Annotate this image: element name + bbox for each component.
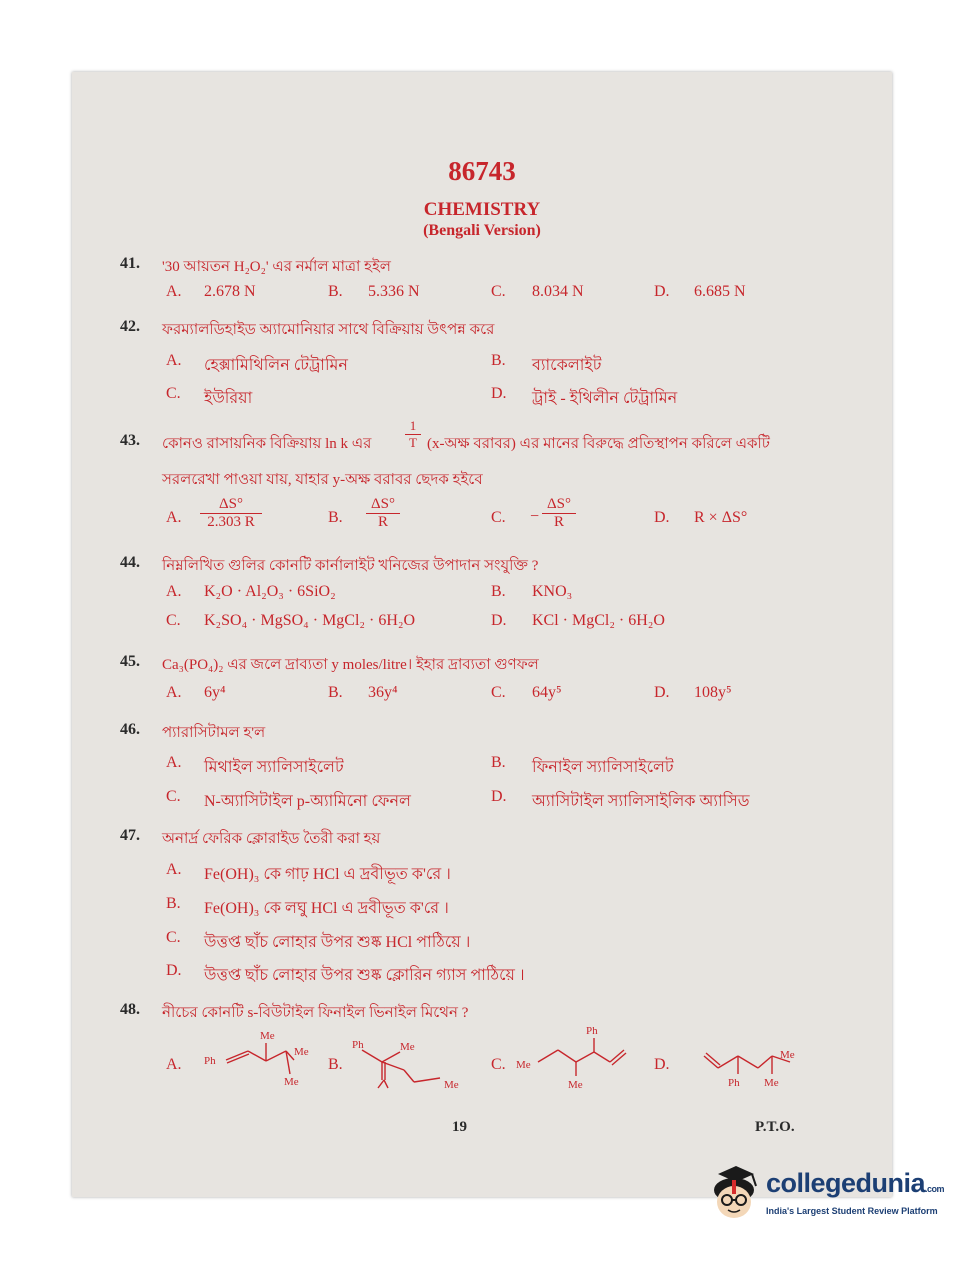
- option-label: D.: [491, 385, 507, 402]
- paper-code: 86743: [448, 156, 516, 186]
- mascot-icon: [706, 1162, 764, 1224]
- option-label: A.: [166, 1056, 182, 1073]
- methyl-label: Me: [284, 1076, 299, 1088]
- version-label: (Bengali Version): [423, 222, 541, 239]
- option-text: Fe(OH)₃ কে লঘু HCl এ দ্রবীভূত ক'রে ।: [204, 900, 449, 917]
- option-label: A.: [166, 352, 182, 369]
- methyl-label: Me: [400, 1041, 415, 1053]
- option-text: ট্রাই - ইথিলীন টেট্রামিন: [532, 390, 678, 407]
- methyl-label: Me: [444, 1079, 459, 1091]
- option-fraction: [366, 496, 400, 531]
- structure-option-c: [512, 1020, 632, 1090]
- option-text: ইউরিয়া: [204, 390, 253, 407]
- fraction-numerator: ΔS°: [542, 496, 576, 514]
- inline-fraction: [405, 418, 421, 451]
- logo-tagline: India's Largest Student Review Platform: [766, 1206, 938, 1216]
- option-label: C.: [166, 788, 181, 805]
- option-label: C.: [491, 684, 506, 701]
- option-text: 6y⁴: [204, 684, 226, 701]
- option-label: B.: [491, 583, 506, 600]
- methyl-label: Me: [516, 1059, 531, 1071]
- option-label: D.: [654, 1056, 670, 1073]
- option-label: A.: [166, 861, 182, 878]
- question-number: 44.: [120, 554, 140, 571]
- phenyl-label: Ph: [204, 1055, 216, 1067]
- option-text: N-অ্যাসিটাইল p-অ্যামিনো ফেনল: [204, 793, 411, 810]
- option-fraction: [200, 496, 262, 531]
- option-text: 64y⁵: [532, 684, 562, 701]
- option-text: KCl · MgCl₂ · 6H₂O: [532, 612, 665, 629]
- option-text: ব্যাকেলাইট: [532, 357, 602, 374]
- methyl-label: Me: [294, 1046, 309, 1058]
- option-text: হেক্সামিথিলিন টেট্রামিন: [204, 357, 348, 374]
- question-text: (x-অক্ষ বরাবর) এর মানের বিরুদ্ধে প্রতিস্থাপন করিলে একটি: [427, 436, 770, 452]
- option-label: B.: [166, 895, 181, 912]
- option-label: C.: [166, 385, 181, 402]
- question-number: 47.: [120, 827, 140, 844]
- option-label: A.: [166, 754, 182, 771]
- subject-title: CHEMISTRY: [423, 199, 541, 220]
- question-number: 42.: [120, 318, 140, 335]
- collegedunia-logo: [706, 1162, 946, 1232]
- option-label: D.: [491, 612, 507, 629]
- question-text: অনার্দ্র ফেরিক ক্লোরাইড তৈরী করা হয়: [162, 831, 381, 847]
- option-text: 36y⁴: [368, 684, 398, 701]
- page-number: 19: [452, 1119, 467, 1135]
- option-text: উত্তপ্ত ছাঁচ লোহার উপর শুষ্ক HCl পাঠিয়ে ।: [204, 934, 471, 951]
- fraction-denominator: 2.303 R: [207, 514, 255, 530]
- phenyl-label: Ph: [728, 1077, 740, 1089]
- structure-option-d: [680, 1032, 810, 1094]
- fraction-denominator: T: [409, 435, 417, 450]
- option-text: মিথাইল স্যালিসাইলেট: [204, 759, 344, 776]
- option-label: D.: [166, 962, 182, 979]
- option-label: C.: [166, 612, 181, 629]
- structure-option-a: [200, 1027, 320, 1089]
- question-text: ফরম্যালডিহাইড অ্যামোনিয়ার সাথে বিক্রিয়ায় উৎপন্ন করে: [162, 322, 495, 338]
- option-label: B.: [491, 352, 506, 369]
- question-number: 48.: [120, 1001, 140, 1018]
- question-text: নিম্নলিখিত গুলির কোনটি কার্নালাইট খনিজের উপাদান সংযুক্তি ?: [162, 558, 539, 574]
- fraction-denominator: R: [377, 514, 388, 530]
- question-text: কোনও রাসায়নিক বিক্রিয়ায় ln k এর: [162, 436, 372, 452]
- question-text: প্যারাসিটামল হ'ল: [162, 725, 266, 741]
- question-text: নীচের কোনটি s-বিউটাইল ফিনাইল ভিনাইল মিথেন ?: [162, 1005, 469, 1021]
- question-text: Ca₃(PO₄)₂ এর জলে দ্রাব্যতা y moles/litre। ইহার দ্রাব্যতা গুণফল: [162, 657, 539, 673]
- option-text: অ্যাসিটাইল স্যালিসাইলিক অ্যাসিড: [532, 793, 750, 810]
- option-label: B.: [328, 509, 343, 526]
- option-text: K₂SO₄ · MgSO₄ · MgCl₂ · 6H₂O: [204, 612, 416, 629]
- option-label: D.: [654, 684, 670, 701]
- option-text: KNO₃: [532, 583, 573, 600]
- fraction-denominator: R: [553, 514, 564, 530]
- option-text: 5.336 N: [368, 283, 420, 300]
- question-number: 45.: [120, 653, 140, 670]
- question-text: সরলরেখা পাওয়া যায়, যাহার y-অক্ষ বরাবর ছেদক হইবে: [162, 472, 483, 488]
- option-label: C.: [491, 283, 506, 300]
- phenyl-label: Ph: [352, 1039, 364, 1051]
- option-label: B.: [328, 1056, 343, 1073]
- option-label: C.: [166, 929, 181, 946]
- option-label: B.: [491, 754, 506, 771]
- option-label: A.: [166, 283, 182, 300]
- exam-page: [72, 72, 892, 1197]
- option-text: 6.685 N: [694, 283, 746, 300]
- option-text: ফিনাইল স্যালিসাইলেট: [532, 759, 674, 776]
- logo-name: collegedunia: [766, 1168, 926, 1198]
- option-label: D.: [491, 788, 507, 805]
- fraction-numerator: ΔS°: [200, 496, 262, 514]
- methyl-label: Me: [780, 1049, 795, 1061]
- option-text: 108y⁵: [694, 684, 732, 701]
- option-fraction: [542, 496, 576, 531]
- option-label: A.: [166, 509, 182, 526]
- methyl-label: Me: [568, 1079, 583, 1090]
- question-number: 43.: [120, 432, 140, 449]
- methyl-label: Me: [260, 1030, 275, 1042]
- option-label: B.: [328, 283, 343, 300]
- option-label: C.: [491, 509, 506, 526]
- methyl-label: Me: [764, 1077, 779, 1089]
- option-text: Fe(OH)₃ কে গাঢ় HCl এ দ্রবীভূত ক'রে ।: [204, 866, 451, 883]
- pto-label: P.T.O.: [755, 1119, 795, 1135]
- option-text: উত্তপ্ত ছাঁচ লোহার উপর শুষ্ক ক্লোরিন গ্যাস পাঠিয়ে ।: [204, 967, 525, 984]
- option-text: 8.034 N: [532, 283, 584, 300]
- fraction-numerator: ΔS°: [366, 496, 400, 514]
- option-label: B.: [328, 684, 343, 701]
- phenyl-label: Ph: [586, 1025, 598, 1037]
- question-number: 46.: [120, 721, 140, 738]
- minus-sign: −: [530, 508, 540, 525]
- structure-option-b: [342, 1032, 472, 1094]
- option-text: K₂O · Al₂O₃ · 6SiO₂: [204, 583, 336, 600]
- option-label: A.: [166, 684, 182, 701]
- option-text: R × ΔS°: [694, 509, 748, 526]
- logo-wordmark: [766, 1168, 944, 1199]
- option-text: 2.678 N: [204, 283, 256, 300]
- option-label: D.: [654, 283, 670, 300]
- option-label: C.: [491, 1056, 506, 1073]
- option-label: D.: [654, 509, 670, 526]
- question-text: '30 আয়তন H₂O₂' এর নর্মাল মাত্রা হইল: [162, 259, 391, 275]
- fraction-numerator: 1: [405, 418, 421, 435]
- option-label: A.: [166, 583, 182, 600]
- logo-suffix: .com: [925, 1184, 945, 1194]
- question-number: 41.: [120, 255, 140, 272]
